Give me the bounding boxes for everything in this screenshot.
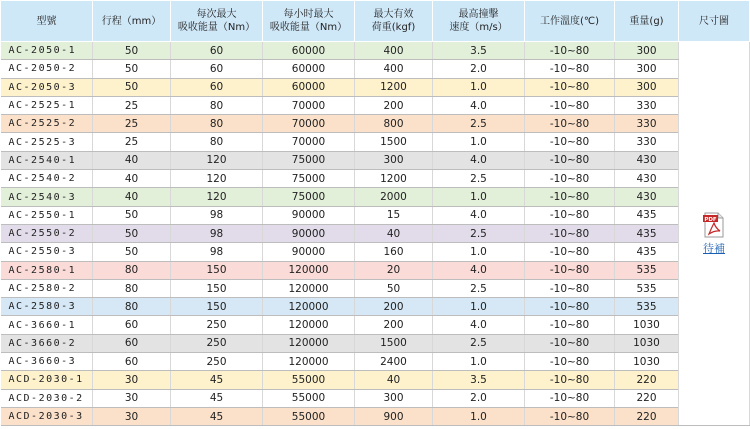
cell-temperature: -10~80 bbox=[525, 224, 615, 242]
cell-impact-speed: 3.5 bbox=[433, 42, 525, 60]
cell-model: AC-2550-2 bbox=[1, 224, 93, 242]
cell-temperature: -10~80 bbox=[525, 206, 615, 224]
cell-energy-per-cycle: 250 bbox=[171, 334, 263, 352]
header-dimensions: 尺寸圖 bbox=[679, 1, 750, 42]
cell-energy-per-hour: 70000 bbox=[263, 115, 355, 133]
cell-impact-speed: 2.5 bbox=[433, 334, 525, 352]
table-row bbox=[1, 371, 750, 389]
cell-weight: 300 bbox=[615, 42, 679, 60]
cell-model: AC-2540-2 bbox=[1, 170, 93, 188]
pdf-download[interactable] bbox=[703, 212, 725, 256]
cell-energy-per-hour: 90000 bbox=[263, 243, 355, 261]
cell-model: AC-3660-2 bbox=[1, 334, 93, 352]
cell-model: AC-3660-1 bbox=[1, 316, 93, 334]
table-row bbox=[1, 60, 750, 78]
cell-energy-per-cycle: 98 bbox=[171, 224, 263, 242]
cell-weight: 330 bbox=[615, 96, 679, 114]
cell-stroke: 40 bbox=[93, 170, 171, 188]
table-row bbox=[1, 389, 750, 407]
cell-weight: 435 bbox=[615, 243, 679, 261]
cell-temperature: -10~80 bbox=[525, 243, 615, 261]
cell-temperature: -10~80 bbox=[525, 407, 615, 425]
table-row bbox=[1, 188, 750, 206]
cell-temperature: -10~80 bbox=[525, 316, 615, 334]
cell-impact-speed: 3.5 bbox=[433, 371, 525, 389]
cell-energy-per-cycle: 80 bbox=[171, 96, 263, 114]
cell-stroke: 40 bbox=[93, 151, 171, 169]
cell-energy-per-hour: 90000 bbox=[263, 206, 355, 224]
table-row bbox=[1, 261, 750, 279]
cell-temperature: -10~80 bbox=[525, 170, 615, 188]
cell-impact-speed: 4.0 bbox=[433, 261, 525, 279]
cell-stroke: 80 bbox=[93, 279, 171, 297]
cell-impact-speed: 1.0 bbox=[433, 298, 525, 316]
cell-energy-per-cycle: 60 bbox=[171, 60, 263, 78]
cell-energy-per-cycle: 120 bbox=[171, 188, 263, 206]
cell-impact-speed: 1.0 bbox=[433, 353, 525, 371]
cell-energy-per-cycle: 150 bbox=[171, 261, 263, 279]
cell-impact-speed: 1.0 bbox=[433, 188, 525, 206]
cell-impact-speed: 2.0 bbox=[433, 60, 525, 78]
table-row bbox=[1, 42, 750, 60]
dimension-drawing-cell bbox=[679, 42, 750, 426]
cell-impact-speed: 4.0 bbox=[433, 151, 525, 169]
cell-temperature: -10~80 bbox=[525, 389, 615, 407]
cell-model: AC-2580-1 bbox=[1, 261, 93, 279]
cell-energy-per-hour: 75000 bbox=[263, 188, 355, 206]
cell-stroke: 50 bbox=[93, 78, 171, 96]
cell-max-force: 400 bbox=[355, 60, 433, 78]
cell-stroke: 60 bbox=[93, 334, 171, 352]
cell-impact-speed: 1.0 bbox=[433, 78, 525, 96]
cell-temperature: -10~80 bbox=[525, 60, 615, 78]
cell-energy-per-hour: 120000 bbox=[263, 334, 355, 352]
cell-stroke: 30 bbox=[93, 389, 171, 407]
cell-impact-speed: 2.0 bbox=[433, 389, 525, 407]
header-model: 型號 bbox=[1, 1, 93, 42]
cell-stroke: 50 bbox=[93, 42, 171, 60]
cell-max-force: 1200 bbox=[355, 170, 433, 188]
cell-model: ACD-2030-3 bbox=[1, 407, 93, 425]
cell-energy-per-hour: 60000 bbox=[263, 78, 355, 96]
cell-model: AC-2525-1 bbox=[1, 96, 93, 114]
cell-weight: 330 bbox=[615, 133, 679, 151]
table-row bbox=[1, 298, 750, 316]
table-row bbox=[1, 353, 750, 371]
cell-max-force: 1500 bbox=[355, 334, 433, 352]
cell-temperature: -10~80 bbox=[525, 42, 615, 60]
cell-max-force: 300 bbox=[355, 389, 433, 407]
spec-body bbox=[1, 42, 750, 426]
cell-impact-speed: 2.5 bbox=[433, 170, 525, 188]
table-row bbox=[1, 224, 750, 242]
cell-energy-per-cycle: 45 bbox=[171, 407, 263, 425]
cell-model: ACD-2030-1 bbox=[1, 371, 93, 389]
cell-weight: 220 bbox=[615, 407, 679, 425]
cell-stroke: 80 bbox=[93, 261, 171, 279]
svg-text:PDF: PDF bbox=[704, 216, 717, 223]
cell-energy-per-hour: 55000 bbox=[263, 371, 355, 389]
cell-impact-speed: 1.0 bbox=[433, 407, 525, 425]
cell-stroke: 25 bbox=[93, 96, 171, 114]
cell-max-force: 800 bbox=[355, 115, 433, 133]
cell-weight: 435 bbox=[615, 206, 679, 224]
cell-energy-per-cycle: 60 bbox=[171, 42, 263, 60]
table-row bbox=[1, 133, 750, 151]
table-row bbox=[1, 407, 750, 425]
cell-impact-speed: 1.0 bbox=[433, 133, 525, 151]
cell-temperature: -10~80 bbox=[525, 133, 615, 151]
cell-weight: 220 bbox=[615, 371, 679, 389]
cell-energy-per-hour: 70000 bbox=[263, 133, 355, 151]
cell-model: AC-3660-3 bbox=[1, 353, 93, 371]
header-temperature: 工作溫度(℃) bbox=[525, 1, 615, 42]
cell-model: AC-2550-1 bbox=[1, 206, 93, 224]
cell-max-force: 50 bbox=[355, 279, 433, 297]
cell-temperature: -10~80 bbox=[525, 151, 615, 169]
cell-stroke: 50 bbox=[93, 60, 171, 78]
cell-energy-per-cycle: 80 bbox=[171, 115, 263, 133]
cell-energy-per-cycle: 80 bbox=[171, 133, 263, 151]
cell-energy-per-cycle: 45 bbox=[171, 389, 263, 407]
cell-impact-speed: 2.5 bbox=[433, 279, 525, 297]
cell-temperature: -10~80 bbox=[525, 78, 615, 96]
cell-impact-speed: 4.0 bbox=[433, 206, 525, 224]
table-row bbox=[1, 170, 750, 188]
cell-energy-per-hour: 120000 bbox=[263, 298, 355, 316]
table-row bbox=[1, 96, 750, 114]
cell-model: AC-2525-2 bbox=[1, 115, 93, 133]
cell-temperature: -10~80 bbox=[525, 261, 615, 279]
table-row bbox=[1, 78, 750, 96]
cell-energy-per-cycle: 60 bbox=[171, 78, 263, 96]
cell-energy-per-cycle: 98 bbox=[171, 206, 263, 224]
cell-energy-per-hour: 60000 bbox=[263, 42, 355, 60]
table-row bbox=[1, 316, 750, 334]
cell-max-force: 160 bbox=[355, 243, 433, 261]
cell-max-force: 300 bbox=[355, 151, 433, 169]
cell-stroke: 50 bbox=[93, 206, 171, 224]
cell-energy-per-cycle: 250 bbox=[171, 316, 263, 334]
cell-stroke: 40 bbox=[93, 188, 171, 206]
cell-weight: 1030 bbox=[615, 334, 679, 352]
cell-energy-per-hour: 75000 bbox=[263, 151, 355, 169]
cell-energy-per-hour: 120000 bbox=[263, 279, 355, 297]
cell-energy-per-cycle: 150 bbox=[171, 298, 263, 316]
cell-model: ACD-2030-2 bbox=[1, 389, 93, 407]
pdf-link[interactable]: 待補 bbox=[703, 241, 725, 255]
header-row bbox=[1, 1, 750, 42]
cell-energy-per-hour: 70000 bbox=[263, 96, 355, 114]
cell-weight: 430 bbox=[615, 151, 679, 169]
cell-model: AC-2050-1 bbox=[1, 42, 93, 60]
cell-impact-speed: 1.0 bbox=[433, 243, 525, 261]
cell-energy-per-hour: 55000 bbox=[263, 407, 355, 425]
cell-max-force: 20 bbox=[355, 261, 433, 279]
cell-energy-per-hour: 120000 bbox=[263, 316, 355, 334]
cell-energy-per-hour: 75000 bbox=[263, 170, 355, 188]
cell-weight: 535 bbox=[615, 298, 679, 316]
cell-stroke: 25 bbox=[93, 115, 171, 133]
cell-weight: 300 bbox=[615, 60, 679, 78]
cell-temperature: -10~80 bbox=[525, 334, 615, 352]
cell-temperature: -10~80 bbox=[525, 371, 615, 389]
header-impact-speed: 最高撞擊 速度（m/s） bbox=[433, 1, 525, 42]
cell-weight: 330 bbox=[615, 115, 679, 133]
table-row bbox=[1, 206, 750, 224]
cell-max-force: 200 bbox=[355, 96, 433, 114]
cell-temperature: -10~80 bbox=[525, 188, 615, 206]
cell-weight: 1030 bbox=[615, 316, 679, 334]
table-row bbox=[1, 243, 750, 261]
cell-max-force: 40 bbox=[355, 371, 433, 389]
cell-stroke: 25 bbox=[93, 133, 171, 151]
cell-max-force: 400 bbox=[355, 42, 433, 60]
cell-energy-per-cycle: 98 bbox=[171, 243, 263, 261]
cell-max-force: 200 bbox=[355, 316, 433, 334]
cell-energy-per-hour: 120000 bbox=[263, 261, 355, 279]
cell-weight: 430 bbox=[615, 170, 679, 188]
cell-temperature: -10~80 bbox=[525, 115, 615, 133]
cell-max-force: 15 bbox=[355, 206, 433, 224]
cell-max-force: 40 bbox=[355, 224, 433, 242]
cell-max-force: 200 bbox=[355, 298, 433, 316]
table-row bbox=[1, 151, 750, 169]
cell-impact-speed: 4.0 bbox=[433, 96, 525, 114]
cell-energy-per-hour: 55000 bbox=[263, 389, 355, 407]
cell-max-force: 1200 bbox=[355, 78, 433, 96]
table-row bbox=[1, 115, 750, 133]
cell-energy-per-cycle: 45 bbox=[171, 371, 263, 389]
header-max-force: 最大有效 荷重(kgf) bbox=[355, 1, 433, 42]
cell-weight: 535 bbox=[615, 261, 679, 279]
cell-model: AC-2525-3 bbox=[1, 133, 93, 151]
cell-model: AC-2580-2 bbox=[1, 279, 93, 297]
cell-energy-per-cycle: 150 bbox=[171, 279, 263, 297]
cell-energy-per-hour: 90000 bbox=[263, 224, 355, 242]
cell-impact-speed: 2.5 bbox=[433, 224, 525, 242]
cell-max-force: 2400 bbox=[355, 353, 433, 371]
cell-model: AC-2540-1 bbox=[1, 151, 93, 169]
cell-stroke: 30 bbox=[93, 371, 171, 389]
cell-weight: 1030 bbox=[615, 353, 679, 371]
cell-temperature: -10~80 bbox=[525, 279, 615, 297]
cell-model: AC-2050-2 bbox=[1, 60, 93, 78]
cell-weight: 300 bbox=[615, 78, 679, 96]
pdf-icon[interactable] bbox=[703, 212, 725, 238]
cell-temperature: -10~80 bbox=[525, 298, 615, 316]
header-weight: 重量(g) bbox=[615, 1, 679, 42]
cell-stroke: 30 bbox=[93, 407, 171, 425]
cell-impact-speed: 4.0 bbox=[433, 316, 525, 334]
cell-model: AC-2050-3 bbox=[1, 78, 93, 96]
cell-stroke: 50 bbox=[93, 224, 171, 242]
cell-max-force: 2000 bbox=[355, 188, 433, 206]
cell-energy-per-cycle: 120 bbox=[171, 170, 263, 188]
cell-energy-per-hour: 120000 bbox=[263, 353, 355, 371]
cell-model: AC-2550-3 bbox=[1, 243, 93, 261]
cell-impact-speed: 2.5 bbox=[433, 115, 525, 133]
cell-stroke: 60 bbox=[93, 316, 171, 334]
cell-energy-per-cycle: 120 bbox=[171, 151, 263, 169]
cell-model: AC-2540-3 bbox=[1, 188, 93, 206]
cell-temperature: -10~80 bbox=[525, 96, 615, 114]
table-row bbox=[1, 279, 750, 297]
cell-max-force: 900 bbox=[355, 407, 433, 425]
header-stroke: 行程（mm） bbox=[93, 1, 171, 42]
cell-max-force: 1500 bbox=[355, 133, 433, 151]
cell-model: AC-2580-3 bbox=[1, 298, 93, 316]
cell-stroke: 80 bbox=[93, 298, 171, 316]
cell-weight: 435 bbox=[615, 224, 679, 242]
cell-stroke: 50 bbox=[93, 243, 171, 261]
header-energy-per-cycle: 每次最大 吸收能量（Nm） bbox=[171, 1, 263, 42]
cell-weight: 220 bbox=[615, 389, 679, 407]
header-energy-per-hour: 每小时最大 吸收能量（Nm） bbox=[263, 1, 355, 42]
cell-weight: 430 bbox=[615, 188, 679, 206]
cell-temperature: -10~80 bbox=[525, 353, 615, 371]
cell-energy-per-hour: 60000 bbox=[263, 60, 355, 78]
cell-energy-per-cycle: 250 bbox=[171, 353, 263, 371]
cell-stroke: 60 bbox=[93, 353, 171, 371]
cell-weight: 535 bbox=[615, 279, 679, 297]
table-row bbox=[1, 334, 750, 352]
